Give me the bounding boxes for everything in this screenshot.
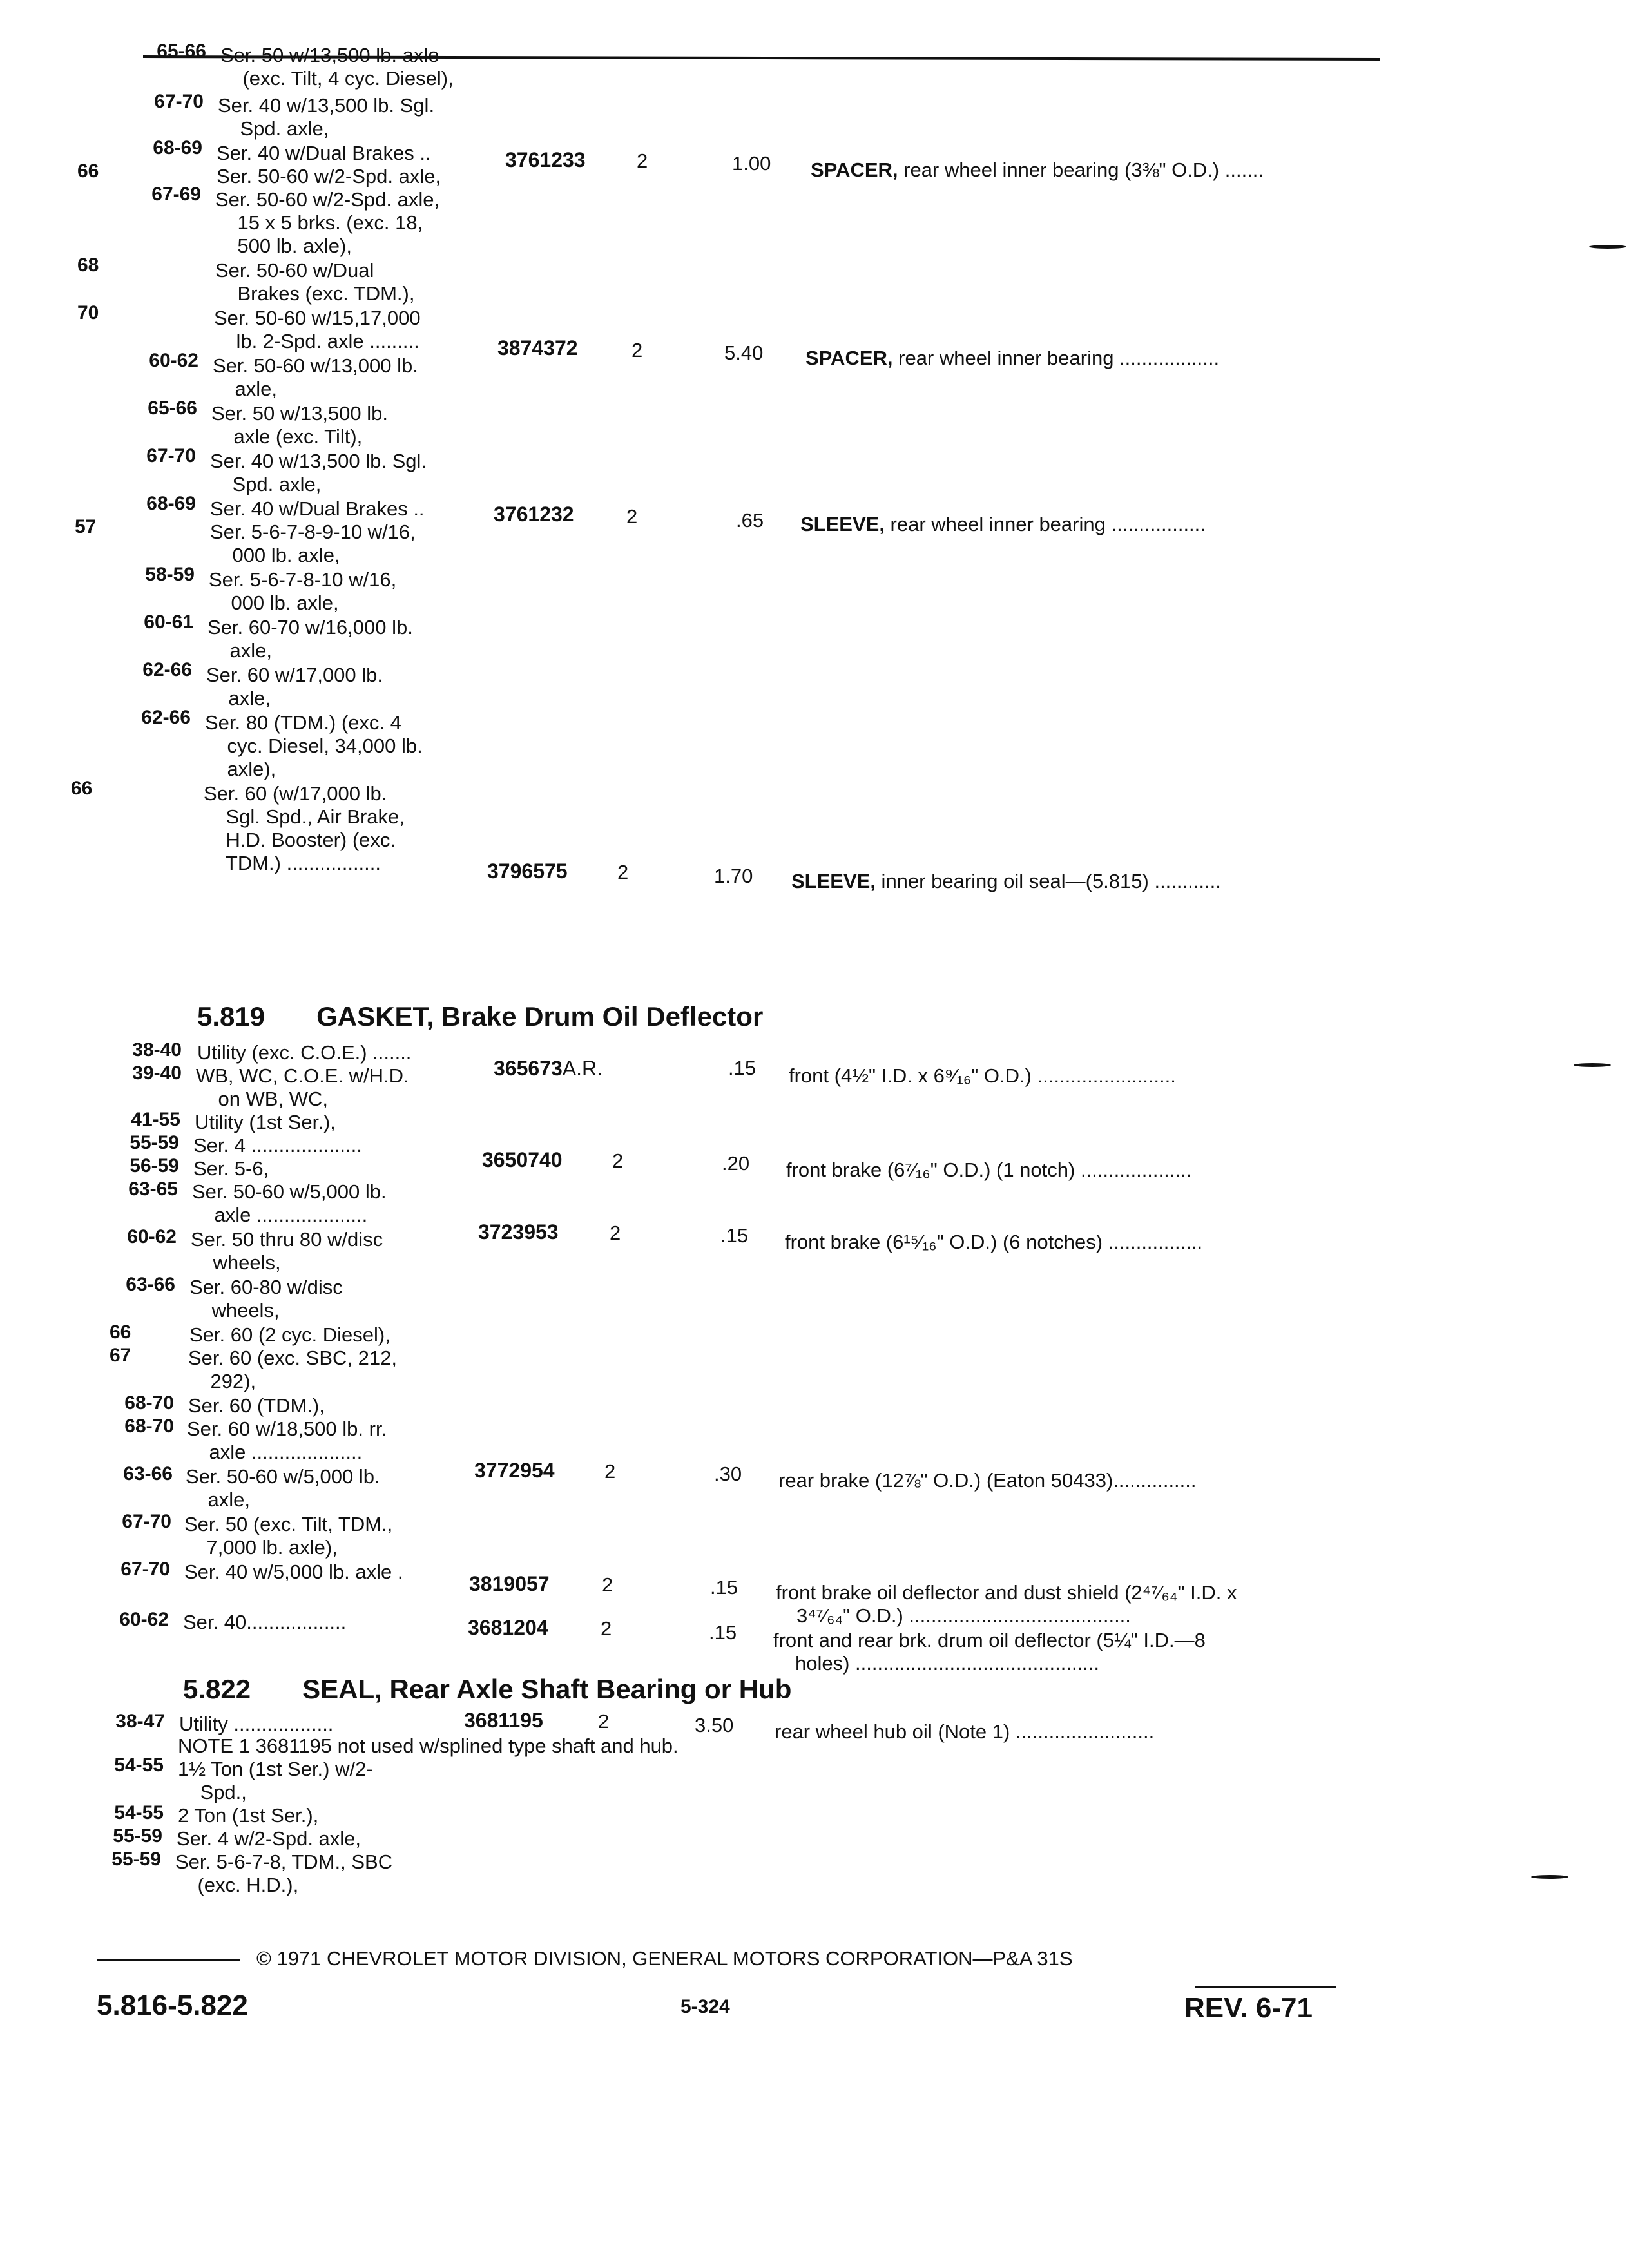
price: .30 bbox=[714, 1463, 742, 1485]
year: 60-62 bbox=[119, 1609, 169, 1630]
note-1: NOTE 1 3681195 not used w/splined type shaft and hub. bbox=[178, 1735, 679, 1757]
application: 1½ Ton (1st Ser.) w/2- Spd., bbox=[178, 1758, 373, 1803]
quantity: 2 bbox=[604, 1460, 616, 1483]
year: 66 bbox=[110, 1321, 131, 1343]
part-number: 3819057 bbox=[469, 1572, 550, 1595]
part-number: 3723953 bbox=[478, 1220, 559, 1244]
price: .15 bbox=[709, 1621, 737, 1644]
application: Ser. 60 (TDM.), bbox=[188, 1394, 325, 1417]
part-number: 3796575 bbox=[487, 860, 568, 883]
year: 67-70 bbox=[154, 91, 204, 112]
application: Ser. 60-80 w/disc wheels, bbox=[189, 1276, 343, 1321]
year: 68-70 bbox=[124, 1392, 174, 1414]
part-description: front (4½" I.D. x 6⁹⁄₁₆" O.D.) ......................... bbox=[789, 1064, 1176, 1087]
price: .15 bbox=[728, 1057, 757, 1079]
year: 68-70 bbox=[124, 1416, 174, 1437]
application: Ser. 50-60 w/5,000 lb. axle .................... bbox=[192, 1180, 387, 1226]
year: 67-70 bbox=[120, 1559, 170, 1580]
application: Ser. 40.................. bbox=[183, 1611, 347, 1633]
application: Ser. 40 w/Dual Brakes .. bbox=[217, 142, 431, 164]
year: 67-70 bbox=[122, 1511, 171, 1532]
application: Ser. 4 .................... bbox=[193, 1134, 362, 1157]
application: Ser. 5-6-7-8-9-10 w/16, 000 lb. axle, bbox=[210, 521, 416, 566]
part-number: 3681195 bbox=[464, 1709, 543, 1732]
year: 39-40 bbox=[132, 1062, 182, 1084]
application: Ser. 60 (exc. SBC, 212, 292), bbox=[188, 1347, 397, 1392]
part-description: rear brake (12⅞" O.D.) (Eaton 50433)............... bbox=[778, 1469, 1197, 1492]
application: WB, WC, C.O.E. w/H.D. on WB, WC, bbox=[196, 1064, 409, 1110]
application: Ser. 50-60 w/5,000 lb. axle, bbox=[186, 1465, 380, 1511]
price: .15 bbox=[710, 1576, 738, 1599]
footer-rule bbox=[1195, 1986, 1336, 1988]
part-number: 3772954 bbox=[474, 1459, 555, 1482]
year: 57 bbox=[75, 516, 97, 537]
year: 68-69 bbox=[146, 493, 196, 514]
part-description: front and rear brk. drum oil deflector (5¼" I.D.—8 bbox=[773, 1629, 1206, 1651]
part-number: 3650740 bbox=[482, 1148, 563, 1171]
year: 63-66 bbox=[126, 1274, 175, 1295]
part-description: front brake (6¹⁵⁄₁₆" O.D.) (6 notches) ................. bbox=[785, 1231, 1203, 1253]
part-description: SPACER, rear wheel inner bearing (3⅜" O.D.) ....... bbox=[811, 159, 1264, 181]
copyright: © 1971 CHEVROLET MOTOR DIVISION, GENERAL MOTORS CORPORATION—P&A 31S bbox=[256, 1947, 1073, 1970]
application: Ser. 60 w/17,000 lb. axle, bbox=[206, 664, 383, 709]
part-number: 3874372 bbox=[497, 336, 578, 360]
year: 65-66 bbox=[148, 398, 197, 419]
year: 67-69 bbox=[151, 184, 201, 205]
application: Ser. 50-60 w/13,000 lb. axle, bbox=[213, 354, 418, 400]
application: Ser. 5-6-7-8-10 w/16, 000 lb. axle, bbox=[209, 568, 397, 614]
year: 66 bbox=[77, 160, 99, 182]
application: Utility .................. bbox=[179, 1713, 334, 1735]
part-description: SLEEVE, rear wheel inner bearing ................. bbox=[800, 513, 1206, 535]
application: Ser. 4 w/2-Spd. axle, bbox=[177, 1827, 361, 1850]
year: 63-65 bbox=[128, 1178, 178, 1200]
application: Ser. 50-60 w/2-Spd. axle, bbox=[217, 165, 441, 187]
year: 70 bbox=[77, 302, 99, 323]
year: 62-66 bbox=[141, 707, 191, 728]
price: 1.70 bbox=[714, 865, 753, 887]
section-heading-5-822: 5.822 SEAL, Rear Axle Shaft Bearing or Hub bbox=[183, 1674, 792, 1704]
part-description: SPACER, rear wheel inner bearing .................. bbox=[805, 347, 1220, 369]
application: Ser. 60-70 w/16,000 lb. axle, bbox=[207, 616, 413, 662]
margin-mark bbox=[1531, 1875, 1568, 1879]
year: 55-59 bbox=[130, 1132, 179, 1153]
quantity: 2 bbox=[598, 1710, 610, 1733]
application: Ser. 60 (2 cyc. Diesel), bbox=[189, 1323, 390, 1346]
quantity: 2 bbox=[626, 505, 638, 528]
year: 68 bbox=[77, 255, 99, 276]
application: Ser. 5-6, bbox=[193, 1157, 269, 1180]
application: Ser. 40 w/13,500 lb. Sgl. Spd. axle, bbox=[218, 94, 435, 140]
year: 54-55 bbox=[114, 1754, 164, 1776]
application: Ser. 40 w/13,500 lb. Sgl. Spd. axle, bbox=[210, 450, 427, 495]
part-description: front brake oil deflector and dust shield (2⁴⁷⁄₆₄" I.D. x bbox=[776, 1581, 1237, 1604]
application: Ser. 40 w/5,000 lb. axle . bbox=[184, 1561, 403, 1583]
quantity: 2 bbox=[610, 1222, 621, 1244]
part-number: 365673A.R. bbox=[494, 1057, 603, 1080]
quantity: 2 bbox=[617, 861, 629, 883]
application: Ser. 5-6-7-8, TDM., SBC (exc. H.D.), bbox=[175, 1850, 393, 1896]
application: Ser. 50 thru 80 w/disc wheels, bbox=[191, 1228, 383, 1274]
year: 67 bbox=[110, 1345, 131, 1366]
application: Ser. 60 w/18,500 lb. rr. axle .................... bbox=[187, 1418, 387, 1463]
year: 62-66 bbox=[142, 659, 192, 680]
year: 38-47 bbox=[115, 1711, 165, 1732]
margin-mark bbox=[1589, 245, 1626, 249]
year: 63-66 bbox=[123, 1463, 173, 1485]
part-description: front brake (6⁷⁄₁₆" O.D.) (1 notch) .................... bbox=[786, 1158, 1192, 1181]
application: Utility (1st Ser.), bbox=[195, 1111, 336, 1133]
application: Ser. 50-60 w/2-Spd. axle, 15 x 5 brks. (exc. 18, 500 lb. axle), bbox=[215, 188, 440, 257]
quantity: 2 bbox=[601, 1617, 612, 1640]
year: 67-70 bbox=[146, 445, 196, 466]
part-description-continued: 3⁴⁷⁄₆₄" O.D.) ........................................ bbox=[796, 1604, 1131, 1627]
application: Ser. 50 (exc. Tilt, TDM., 7,000 lb. axle), bbox=[184, 1513, 393, 1559]
application: Ser. 50 w/13,500 lb. axle (exc. Tilt), bbox=[211, 402, 389, 448]
application: Ser. 50 w/13,500 lb. axle (exc. Tilt, 4 cyc. Diesel), bbox=[220, 44, 454, 90]
application: Ser. 50-60 w/15,17,000 lb. 2-Spd. axle ......... bbox=[214, 307, 421, 352]
year: 60-61 bbox=[144, 611, 193, 633]
page-number: 5-324 bbox=[680, 1996, 730, 2017]
year: 66 bbox=[71, 778, 93, 799]
quantity: 2 bbox=[631, 339, 643, 361]
price: 5.40 bbox=[724, 341, 764, 364]
price: 1.00 bbox=[732, 152, 771, 175]
section-heading-5-819: 5.819 GASKET, Brake Drum Oil Deflector bbox=[197, 1001, 764, 1032]
year: 38-40 bbox=[132, 1039, 182, 1061]
price: 3.50 bbox=[695, 1714, 734, 1736]
margin-mark bbox=[1574, 1063, 1611, 1067]
revision: REV. 6-71 bbox=[1184, 1992, 1313, 2024]
part-description-continued: holes) ............................................ bbox=[795, 1652, 1100, 1675]
year: 58-59 bbox=[145, 564, 195, 585]
application: 2 Ton (1st Ser.), bbox=[178, 1804, 319, 1827]
part-number: 3681204 bbox=[468, 1616, 548, 1639]
part-number: 3761233 bbox=[505, 148, 586, 171]
year: 54-55 bbox=[114, 1802, 164, 1823]
year: 60-62 bbox=[127, 1226, 177, 1247]
price: .15 bbox=[720, 1224, 749, 1247]
year: 56-59 bbox=[130, 1155, 179, 1177]
part-description: rear wheel hub oil (Note 1) ......................... bbox=[775, 1720, 1155, 1743]
footer-rule bbox=[97, 1959, 240, 1961]
application: Ser. 60 (w/17,000 lb. Sgl. Spd., Air Brake, H.D. Booster) (exc. TDM.) ................. bbox=[204, 782, 405, 874]
section-range: 5.816-5.822 bbox=[97, 1990, 248, 2021]
price: .65 bbox=[736, 509, 764, 532]
year: 55-59 bbox=[111, 1849, 161, 1870]
quantity: 2 bbox=[612, 1149, 624, 1172]
year: 41-55 bbox=[131, 1109, 180, 1130]
price: .20 bbox=[722, 1152, 750, 1175]
application: Ser. 40 w/Dual Brakes .. bbox=[210, 497, 425, 520]
year: 60-62 bbox=[149, 350, 198, 371]
quantity: 2 bbox=[637, 149, 648, 172]
year: 68-69 bbox=[153, 137, 202, 159]
application: Ser. 50-60 w/Dual Brakes (exc. TDM.), bbox=[215, 259, 415, 305]
application: Utility (exc. C.O.E.) ....... bbox=[197, 1041, 412, 1064]
year: 55-59 bbox=[113, 1825, 162, 1847]
application: Ser. 80 (TDM.) (exc. 4 cyc. Diesel, 34,000 lb. axle), bbox=[205, 711, 423, 780]
year: 65-66 bbox=[157, 41, 206, 62]
part-description: SLEEVE, inner bearing oil seal—(5.815) ............ bbox=[791, 870, 1221, 892]
quantity: 2 bbox=[602, 1573, 613, 1596]
part-number: 3761232 bbox=[494, 503, 574, 526]
